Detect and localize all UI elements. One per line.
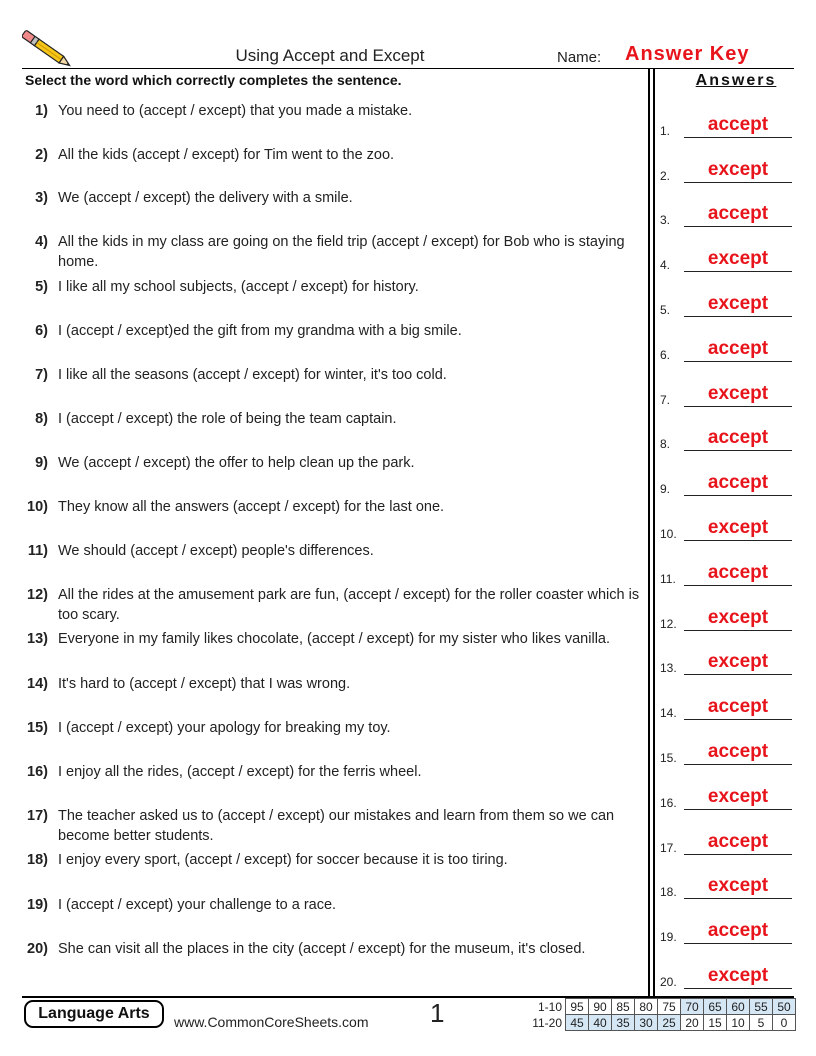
answer-row: [658, 965, 792, 989]
score-cell: 50: [773, 999, 796, 1015]
question-item: [22, 321, 648, 341]
answer-row: [658, 293, 792, 317]
question-number: 17): [27, 808, 48, 824]
answer-row: [658, 696, 792, 720]
answer-row: [658, 875, 792, 899]
question-number: 4): [35, 234, 48, 250]
question-text: We (accept / except) the delivery with a smile.: [58, 190, 353, 206]
answer-value: except: [707, 651, 769, 672]
question-number: 16): [27, 764, 48, 780]
answer-row: [658, 786, 792, 810]
answers-title: Answers: [695, 72, 777, 89]
answer-value: except: [707, 965, 769, 986]
answer-value: except: [707, 607, 769, 628]
answer-line: [684, 943, 792, 944]
answer-number: 16.: [660, 796, 677, 810]
question-item: [22, 188, 648, 208]
answer-value: accept: [707, 338, 769, 359]
answer-number: 4.: [660, 258, 671, 272]
answer-number: 9.: [660, 482, 671, 496]
score-cell: 75: [658, 999, 681, 1015]
answer-row: [658, 383, 792, 407]
name-value: Answer Key: [625, 43, 750, 65]
question-text: All the kids in my class are going on the field trip (accept / except) for Bob who is staying home.: [58, 234, 625, 270]
answer-value: accept: [707, 696, 769, 717]
score-cell: 40: [589, 1015, 612, 1031]
column-divider-right: [653, 68, 655, 996]
score-cell: 35: [612, 1015, 635, 1031]
question-item: [22, 806, 648, 846]
question-number: 3): [35, 190, 48, 206]
answer-number: 14.: [660, 706, 677, 720]
score-cell: 60: [727, 999, 750, 1015]
answer-line: [684, 271, 792, 272]
question-number: 5): [35, 279, 48, 295]
column-divider-left: [648, 68, 650, 996]
answer-value: accept: [707, 203, 769, 224]
score-row: [530, 1015, 796, 1031]
score-row-label: 1-10: [537, 999, 562, 1014]
worksheet-title: Using Accept and Except: [235, 46, 425, 65]
score-cell: 30: [635, 1015, 658, 1031]
question-item: [22, 101, 648, 121]
page-number: 1: [430, 998, 445, 1028]
question-item: [22, 497, 648, 517]
answer-row: [658, 741, 792, 765]
question-number: 13): [27, 631, 48, 647]
question-item: [22, 939, 648, 959]
answer-row: [658, 562, 792, 586]
question-number: 14): [27, 676, 48, 692]
answer-value: except: [707, 159, 769, 180]
score-cell: 5: [750, 1015, 773, 1031]
answer-number: 13.: [660, 661, 677, 675]
answer-number: 17.: [660, 841, 677, 855]
answer-line: [684, 898, 792, 899]
answer-value: except: [707, 383, 769, 404]
score-table: [530, 998, 796, 1031]
question-item: [22, 762, 648, 782]
answer-value: except: [707, 875, 769, 896]
answer-value: except: [707, 293, 769, 314]
question-item: [22, 365, 648, 385]
question-number: 12): [27, 587, 48, 603]
question-number: 2): [35, 147, 48, 163]
question-item: [22, 232, 648, 272]
header-divider: [22, 68, 794, 69]
answer-number: 7.: [660, 393, 671, 407]
answer-number: 11.: [660, 572, 676, 586]
score-row: [530, 999, 796, 1015]
question-text: The teacher asked us to (accept / except) our mistakes and learn from them so we can become better students.: [58, 808, 615, 844]
answer-number: 18.: [660, 885, 677, 899]
question-text: I enjoy every sport, (accept / except) for soccer because it is too tiring.: [58, 852, 508, 868]
question-item: [22, 674, 648, 694]
answer-line: [684, 361, 792, 362]
question-number: 9): [35, 455, 48, 471]
answer-number: 8.: [660, 437, 671, 451]
question-item: [22, 585, 648, 625]
answer-line: [684, 674, 792, 675]
question-number: 11): [27, 543, 48, 559]
question-number: 6): [35, 323, 48, 339]
answer-row: [658, 248, 792, 272]
answer-value: accept: [707, 831, 769, 852]
question-text: We (accept / except) the offer to help clean up the park.: [58, 455, 415, 471]
answer-line: [684, 764, 792, 765]
question-text: All the kids (accept / except) for Tim went to the zoo.: [58, 147, 395, 163]
question-number: 20): [27, 941, 48, 957]
answer-value: accept: [707, 741, 769, 762]
score-cell: 10: [727, 1015, 750, 1031]
answer-value: except: [707, 786, 769, 807]
question-number: 19): [27, 897, 48, 913]
answer-row: [658, 427, 792, 451]
answer-line: [684, 226, 792, 227]
score-cell: 80: [635, 999, 658, 1015]
question-number: 18): [27, 852, 48, 868]
answer-line: [684, 809, 792, 810]
score-cell: 0: [773, 1015, 796, 1031]
score-cell: 15: [704, 1015, 727, 1031]
question-text: I (accept / except)ed the gift from my grandma with a big smile.: [58, 323, 462, 339]
score-cell: 65: [704, 999, 727, 1015]
answer-value: accept: [707, 562, 769, 583]
question-text: We should (accept / except) people's differences.: [58, 543, 374, 559]
answer-number: 6.: [660, 348, 671, 362]
question-text: I like all the seasons (accept / except) for winter, it's too cold.: [58, 367, 447, 383]
answer-line: [684, 585, 792, 586]
question-number: 1): [35, 103, 48, 119]
answer-row: [658, 517, 792, 541]
answer-value: accept: [707, 920, 769, 941]
name-label: Name:: [557, 49, 602, 66]
question-item: [22, 541, 648, 561]
score-cell: 55: [750, 999, 773, 1015]
answer-line: [684, 988, 792, 989]
website-url: www.CommonCoreSheets.com: [174, 1014, 369, 1030]
answer-row: [658, 607, 792, 631]
answer-line: [684, 406, 792, 407]
question-text: All the rides at the amusement park are fun, (accept / except) for the roller coaster which is too scary.: [58, 587, 640, 623]
answer-line: [684, 719, 792, 720]
question-text: I (accept / except) your challenge to a race.: [58, 897, 337, 913]
answer-line: [684, 630, 792, 631]
question-item: [22, 629, 648, 649]
question-number: 15): [27, 720, 48, 736]
question-text: It's hard to (accept / except) that I was wrong.: [58, 676, 351, 692]
answer-value: accept: [707, 427, 769, 448]
answer-number: 10.: [660, 527, 677, 541]
answer-line: [684, 854, 792, 855]
question-text: She can visit all the places in the city (accept / except) for the museum, it's closed.: [58, 941, 586, 957]
score-cell: 45: [566, 1015, 589, 1031]
score-cell: 25: [658, 1015, 681, 1031]
answer-row: [658, 203, 792, 227]
score-cell: 85: [612, 999, 635, 1015]
answer-number: 2.: [660, 169, 671, 183]
answer-number: 1.: [660, 124, 671, 138]
answer-value: except: [707, 517, 769, 538]
answer-line: [684, 182, 792, 183]
question-item: [22, 409, 648, 429]
answer-number: 5.: [660, 303, 671, 317]
question-item: [22, 453, 648, 473]
question-text: I (accept / except) the role of being the team captain.: [58, 411, 397, 427]
answer-row: [658, 831, 792, 855]
answer-line: [684, 316, 792, 317]
answer-number: 20.: [660, 975, 677, 989]
answer-value: accept: [707, 472, 769, 493]
question-text: You need to (accept / except) that you made a mistake.: [58, 103, 413, 119]
answer-number: 19.: [660, 930, 677, 944]
answer-line: [684, 495, 792, 496]
answer-value: accept: [707, 114, 769, 135]
question-text: I like all my school subjects, (accept / except) for history.: [58, 279, 419, 295]
question-item: [22, 145, 648, 165]
score-row-label: 11-20: [532, 1015, 562, 1030]
question-item: [22, 277, 648, 297]
score-cell: 20: [681, 1015, 704, 1031]
score-cell: 90: [589, 999, 612, 1015]
question-text: I (accept / except) your apology for breaking my toy.: [58, 720, 391, 736]
answer-number: 12.: [660, 617, 677, 631]
question-number: 8): [35, 411, 48, 427]
answer-row: [658, 920, 792, 944]
question-number: 10): [27, 499, 48, 515]
answer-line: [684, 540, 792, 541]
question-item: [22, 718, 648, 738]
question-item: [22, 895, 648, 915]
score-cell: 95: [566, 999, 589, 1015]
answer-row: [658, 651, 792, 675]
answer-line: [684, 137, 792, 138]
answer-number: 15.: [660, 751, 677, 765]
answer-line: [684, 450, 792, 451]
instructions: Select the word which correctly completes the sentence.: [25, 72, 402, 88]
answer-row: [658, 338, 792, 362]
answer-row: [658, 159, 792, 183]
score-cell: 70: [681, 999, 704, 1015]
subject-badge: Language Arts: [24, 1000, 164, 1028]
answer-number: 3.: [660, 213, 671, 227]
question-number: 7): [35, 367, 48, 383]
question-text: Everyone in my family likes chocolate, (accept / except) for my sister who likes vanilla.: [58, 631, 611, 647]
answer-row: [658, 114, 792, 138]
question-text: They know all the answers (accept / except) for the last one.: [58, 499, 445, 515]
question-item: [22, 850, 648, 870]
question-text: I enjoy all the rides, (accept / except) for the ferris wheel.: [58, 764, 422, 780]
answer-value: except: [707, 248, 769, 269]
answer-row: [658, 472, 792, 496]
